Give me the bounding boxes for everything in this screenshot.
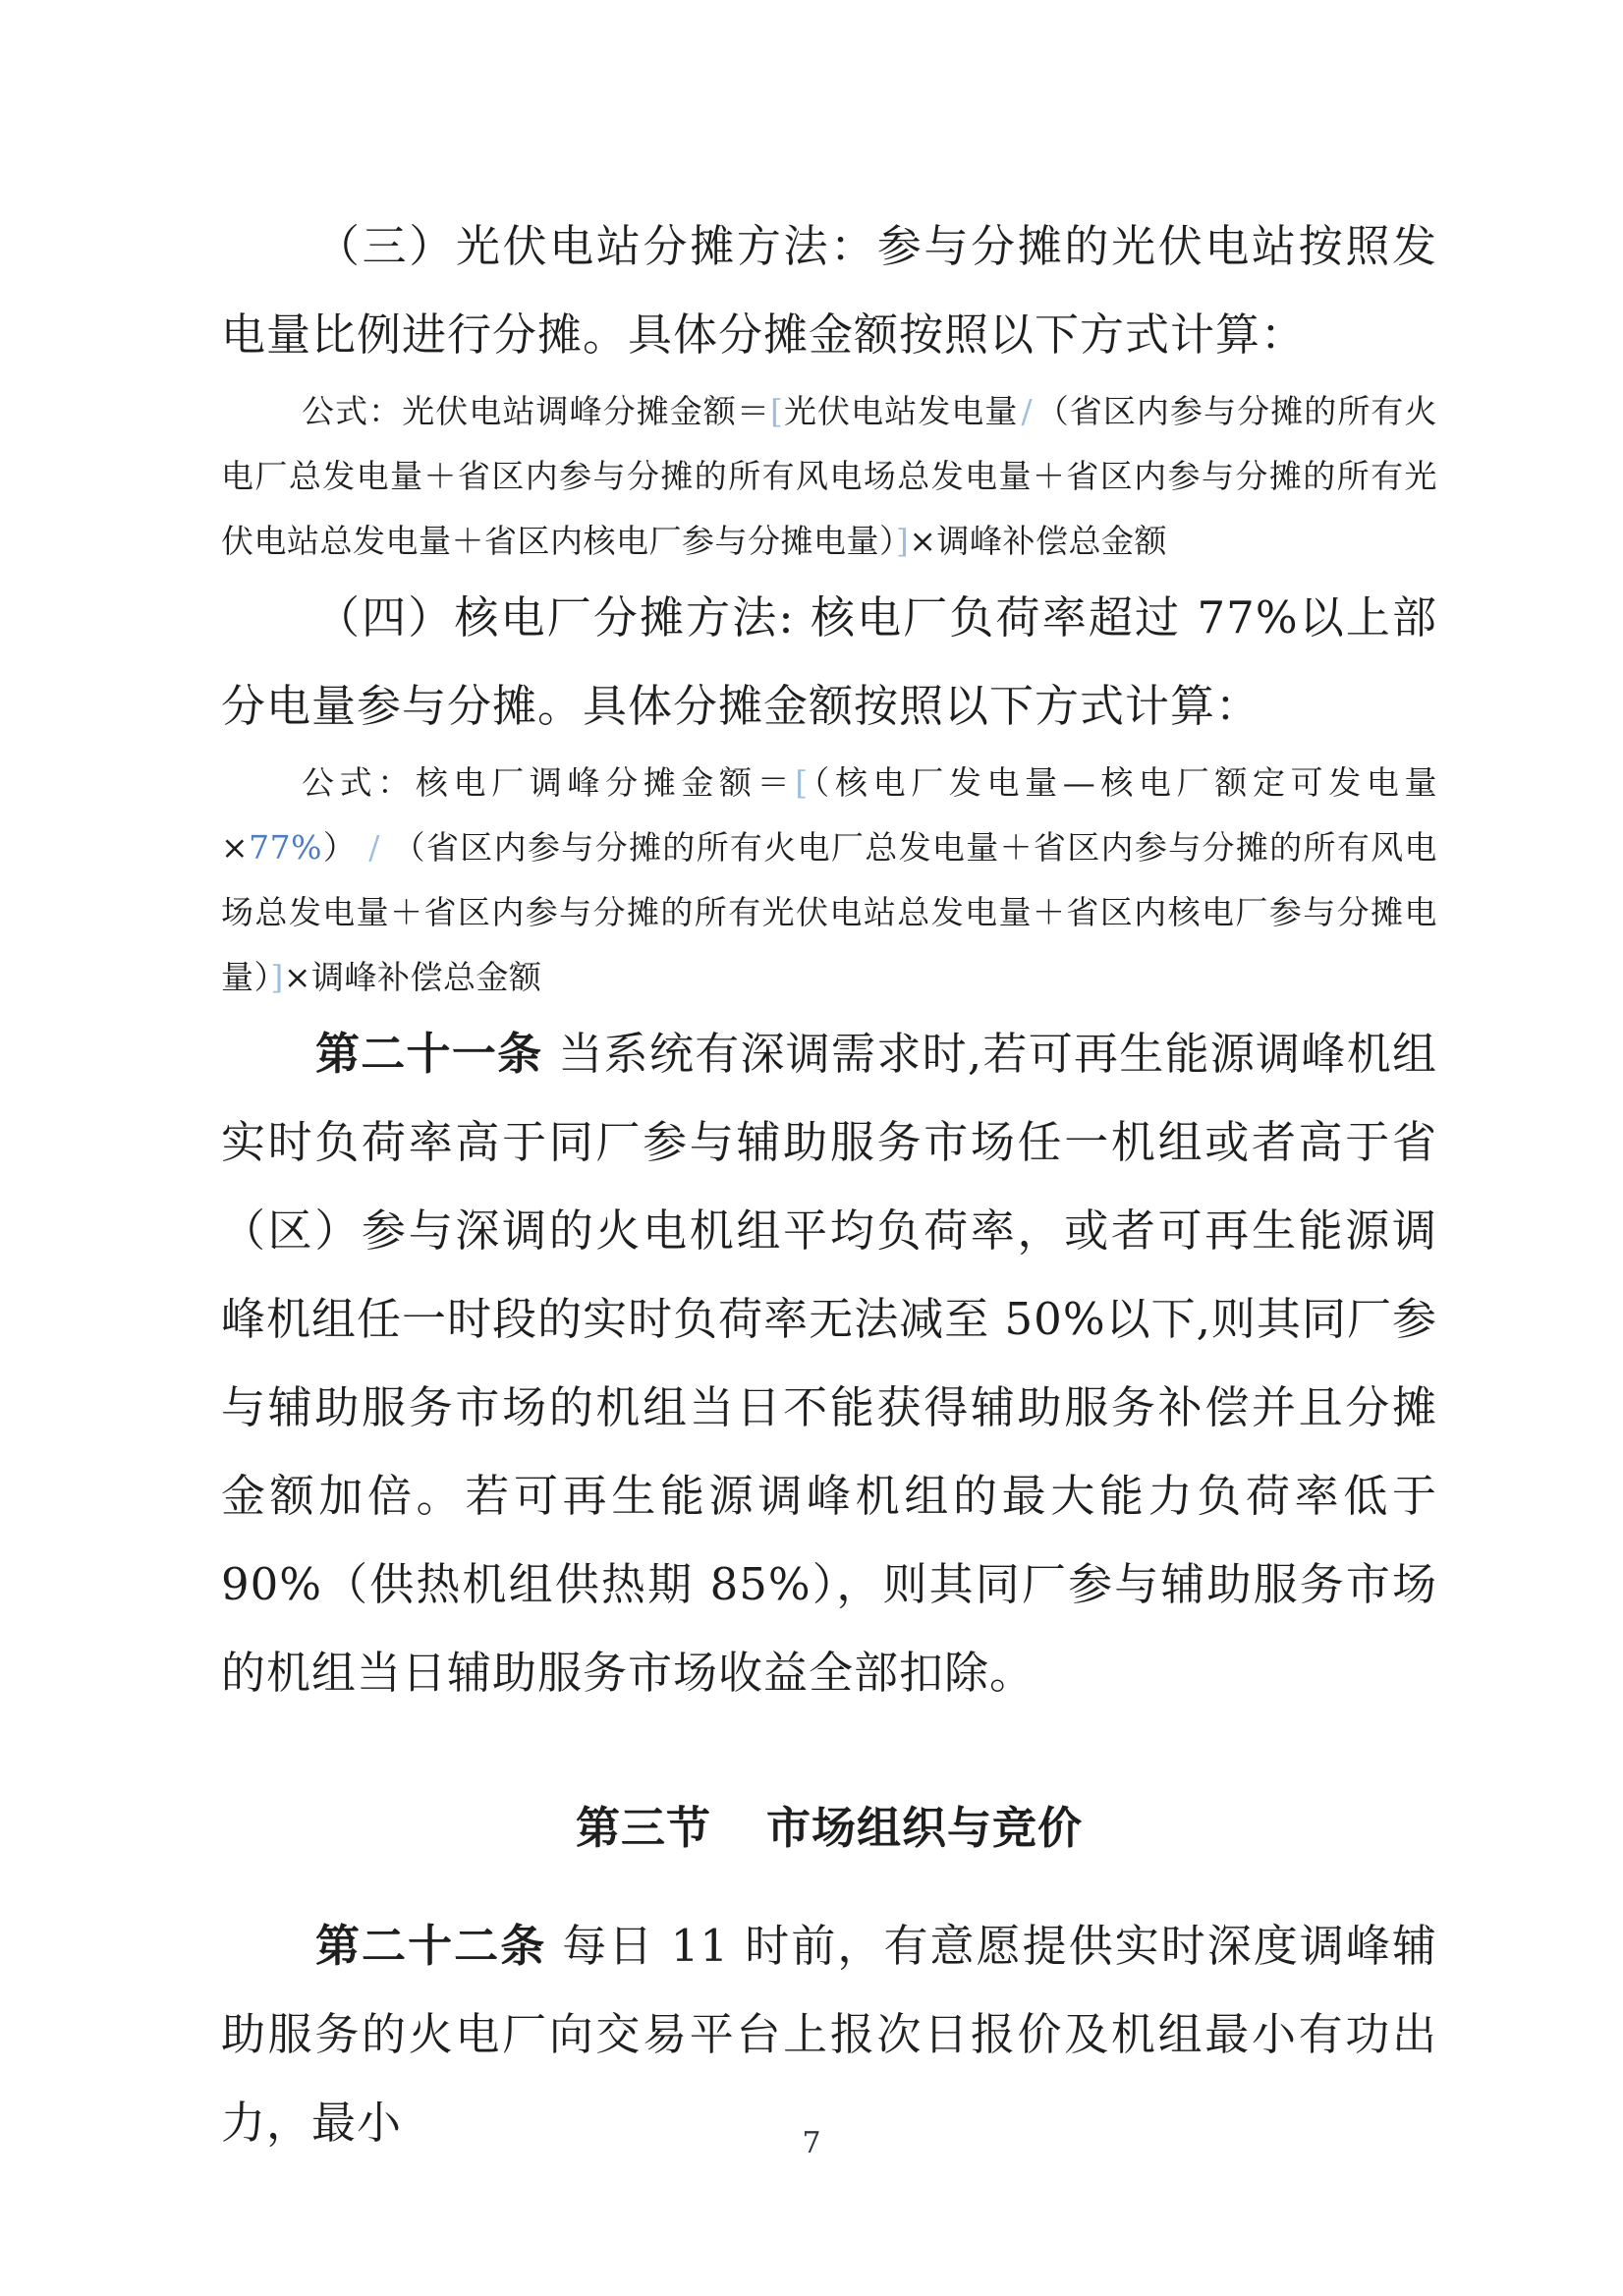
formula-pv-denominator: （省区内参与分摊的所有火电厂总发电量＋省区内参与分摊的所有风电场总发电量＋省区内参与分摊的所有光伏电站总发电量＋省区内核电厂参与分摊电量） <box>221 392 1438 560</box>
formula-nuclear-tail: ×调峰补偿总金额 <box>283 958 542 996</box>
formula-nuclear-percent: 77% <box>249 828 323 867</box>
formula-nuclear-numerator-post: ） <box>322 828 358 867</box>
formula-nuclear-close-bracket: ] <box>270 958 284 996</box>
para-item-3 <box>221 202 1437 379</box>
formula-pv-lead: 公式：光伏电站调峰分摊金额＝ <box>302 392 771 430</box>
article-21 <box>221 1010 1437 1717</box>
page-number: 7 <box>802 2126 821 2160</box>
article-22-number: 第二十二条 <box>315 1920 547 1972</box>
article-22-body: 每日 11 时前，有意愿提供实时深度调峰辅助服务的火电厂向交易平台上报次日报价及机组最小有功出力，最小 <box>221 1920 1437 2149</box>
section-heading <box>221 1784 1437 1873</box>
formula-pv <box>221 379 1437 574</box>
formula-pv-open-bracket: [ <box>770 392 784 430</box>
formula-nuclear <box>221 751 1437 1010</box>
formula-nuclear-lead: 公式：核电厂调峰分摊金额＝ <box>302 763 796 802</box>
para-item-4 <box>221 574 1437 751</box>
formula-nuclear-open-bracket: [ <box>795 763 809 802</box>
section-heading-number: 第三节 <box>575 1802 711 1854</box>
formula-nuclear-numerator-pre: （核电厂发电量—核电厂额定可发电量× <box>221 763 1438 867</box>
document-content <box>221 202 1437 2167</box>
para-item-3-text: （三）光伏电站分摊方法：参与分摊的光伏电站按照发电量比例进行分摊。具体分摊金额按照以下方式计算： <box>221 220 1437 361</box>
formula-pv-numerator: 光伏电站发电量 <box>783 392 1019 430</box>
article-21-body: 当系统有深调需求时,若可再生能源调峰机组实时负荷率高于同厂参与辅助服务市场任一机组或者高于省（区）参与深调的火电机组平均负荷率，或者可再生能源调峰机组任一时段的实时负荷率无法减至 50%以下,则其同厂参与辅助服务市场的机组当日不能获得辅助服务补偿并且分摊金额加倍。若可再生能源调峰机组的最大能力负荷率低于 90%（供热机组供热期 85%），则其同厂参与辅助服务市场的机组当日辅助服务市场收益全部扣除。 <box>221 1028 1437 1699</box>
para-item-4-text: （四）核电厂分摊方法: 核电厂负荷率超过 77%以上部分电量参与分摊。具体分摊金额按照以下方式计算： <box>221 591 1437 732</box>
formula-pv-tail: ×调峰补偿总金额 <box>909 522 1168 560</box>
article-21-number: 第二十一条 <box>315 1028 543 1080</box>
formula-pv-slash: / <box>1021 392 1034 430</box>
formula-pv-close-bracket: ] <box>896 522 910 560</box>
formula-nuclear-slash: / <box>368 828 380 867</box>
formula-nuclear-denominator: （省区内参与分摊的所有火电厂总发电量＋省区内参与分摊的所有风电场总发电量＋省区内参与分摊的所有光伏电站总发电量＋省区内核电厂参与分摊电量） <box>221 828 1438 996</box>
section-heading-title: 市场组织与竞价 <box>766 1802 1084 1854</box>
